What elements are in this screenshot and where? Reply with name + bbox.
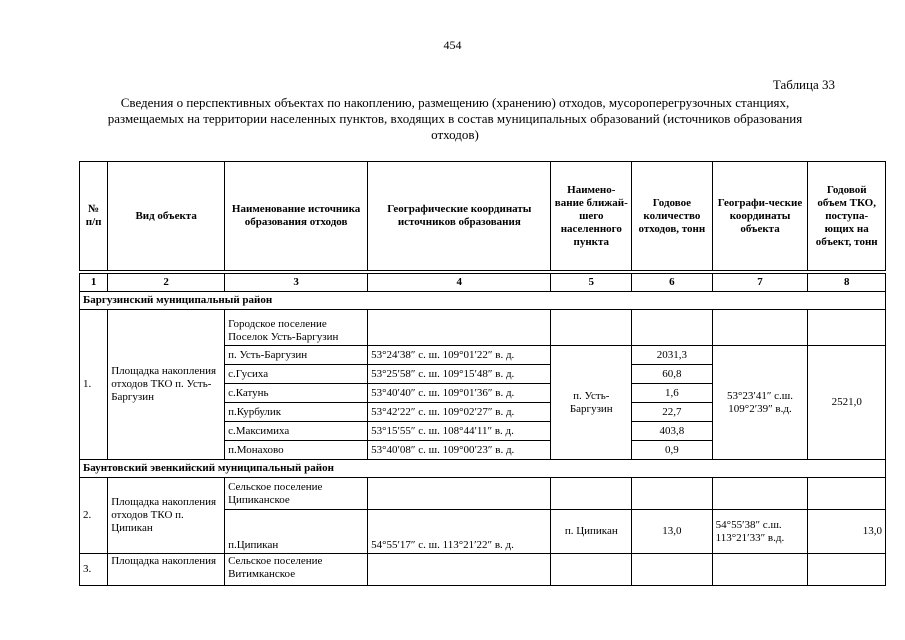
section-row	[80, 460, 886, 478]
settlement-name: Сельское поселение Ципиканское	[225, 478, 368, 510]
page-number: 454	[443, 38, 462, 52]
column-number: 6	[632, 274, 713, 292]
nearest-settlement: п. Ципикан	[551, 510, 632, 554]
annual-waste: 22,7	[632, 403, 713, 422]
annual-volume: 2521,0	[808, 346, 886, 460]
empty-cell	[368, 310, 551, 346]
table-row	[80, 554, 886, 586]
source-coords: 53°40′08″ с. ш. 109°00′23″ в. д.	[368, 441, 551, 460]
source-name: п. Усть-Баргузин	[225, 346, 368, 365]
empty-cell	[808, 310, 886, 346]
object-type: Площадка накопления	[108, 554, 225, 586]
row-number: 2.	[80, 478, 108, 554]
row-number: 3.	[80, 554, 108, 586]
annual-waste: 0,9	[632, 441, 713, 460]
empty-cell	[712, 554, 808, 586]
header-object-type: Вид объекта	[108, 162, 225, 271]
source-coords: 53°40′40″ с. ш. 109°01′36″ в. д.	[368, 384, 551, 403]
row-number: 1.	[80, 310, 108, 460]
empty-cell	[632, 310, 713, 346]
source-coords: 53°15′55″ с. ш. 108°44′11″ в. д.	[368, 422, 551, 441]
annual-waste: 13,0	[632, 510, 713, 554]
column-number: 8	[808, 274, 886, 292]
header-source-coords: Географические координаты источников образования	[368, 162, 551, 271]
settlement-name: Сельское поселение Витимканское	[225, 554, 368, 586]
table-row	[80, 310, 886, 346]
source-coords: 54°55′17″ с. ш. 113°21′22″ в. д.	[368, 510, 551, 554]
settlement-name: Городское поселение Поселок Усть-Баргузин	[225, 310, 368, 346]
annual-waste: 2031,3	[632, 346, 713, 365]
source-coords: 53°25′58″ с. ш. 109°15′48″ в. д.	[368, 365, 551, 384]
header-number: № п/п	[80, 162, 108, 271]
source-coords: 53°42′22″ с. ш. 109°02′27″ в. д.	[368, 403, 551, 422]
header-source-name: Наименование источника образования отходов	[225, 162, 368, 271]
source-name: п.Монахово	[225, 441, 368, 460]
annual-waste: 1,6	[632, 384, 713, 403]
table-label: Таблица 33	[772, 77, 835, 92]
table-title: Сведения о перспективных объектах по накоплению, размещению (хранению) отходов, мусороперегрузочных станциях, размещаемых на территории населенных пунктов, входящих в состав муниципальных образований (источников образования отходов)	[107, 95, 803, 142]
annual-waste: 60,8	[632, 365, 713, 384]
column-number: 5	[551, 274, 632, 292]
waste-objects-table	[79, 161, 886, 586]
annual-waste: 403,8	[632, 422, 713, 441]
source-name: с.Максимиха	[225, 422, 368, 441]
empty-cell	[632, 554, 713, 586]
empty-cell	[632, 478, 713, 510]
column-numbers-row	[80, 274, 886, 292]
empty-cell	[551, 310, 632, 346]
source-name: с.Катунь	[225, 384, 368, 403]
column-number: 4	[368, 274, 551, 292]
empty-cell	[712, 478, 808, 510]
header-nearest-settlement: Наимено-вание ближай-шего населенного пункта	[551, 162, 632, 271]
object-coords: 54°55′38″ с.ш. 113°21′33″ в.д.	[712, 510, 808, 554]
empty-cell	[368, 478, 551, 510]
source-name: п.Курбулик	[225, 403, 368, 422]
empty-cell	[368, 554, 551, 586]
column-number: 1	[80, 274, 108, 292]
empty-cell	[808, 554, 886, 586]
header-annual-waste: Годовое количество отходов, тонн	[632, 162, 713, 271]
column-number: 7	[712, 274, 808, 292]
header-row	[80, 162, 886, 271]
table-row	[80, 478, 886, 510]
section-title-bauntovsky: Баунтовский эвенкийский муниципальный район	[80, 460, 886, 478]
nearest-settlement: п. Усть-Баргузин	[551, 346, 632, 460]
empty-cell	[551, 554, 632, 586]
object-type: Площадка накопления отходов ТКО п. Усть-Баргузин	[108, 310, 225, 460]
header-annual-volume: Годовой объем ТКО, поступа-ющих на объект, тонн	[808, 162, 886, 271]
object-type: Площадка накопления отходов ТКО п. Ципикан	[108, 478, 225, 554]
column-number: 2	[108, 274, 225, 292]
annual-volume: 13,0	[808, 510, 886, 554]
empty-cell	[551, 478, 632, 510]
empty-cell	[808, 478, 886, 510]
source-name: п.Ципикан	[225, 510, 368, 554]
source-name: с.Гусиха	[225, 365, 368, 384]
empty-cell	[712, 310, 808, 346]
source-coords: 53°24′38″ с. ш. 109°01′22″ в. д.	[368, 346, 551, 365]
section-row	[80, 292, 886, 310]
column-number: 3	[225, 274, 368, 292]
header-object-coords: Географи-ческие координаты объекта	[712, 162, 808, 271]
object-coords: 53°23′41″ с.ш. 109°2′39″ в.д.	[712, 346, 808, 460]
section-title-barguzin: Баргузинский муниципальный район	[80, 292, 886, 310]
